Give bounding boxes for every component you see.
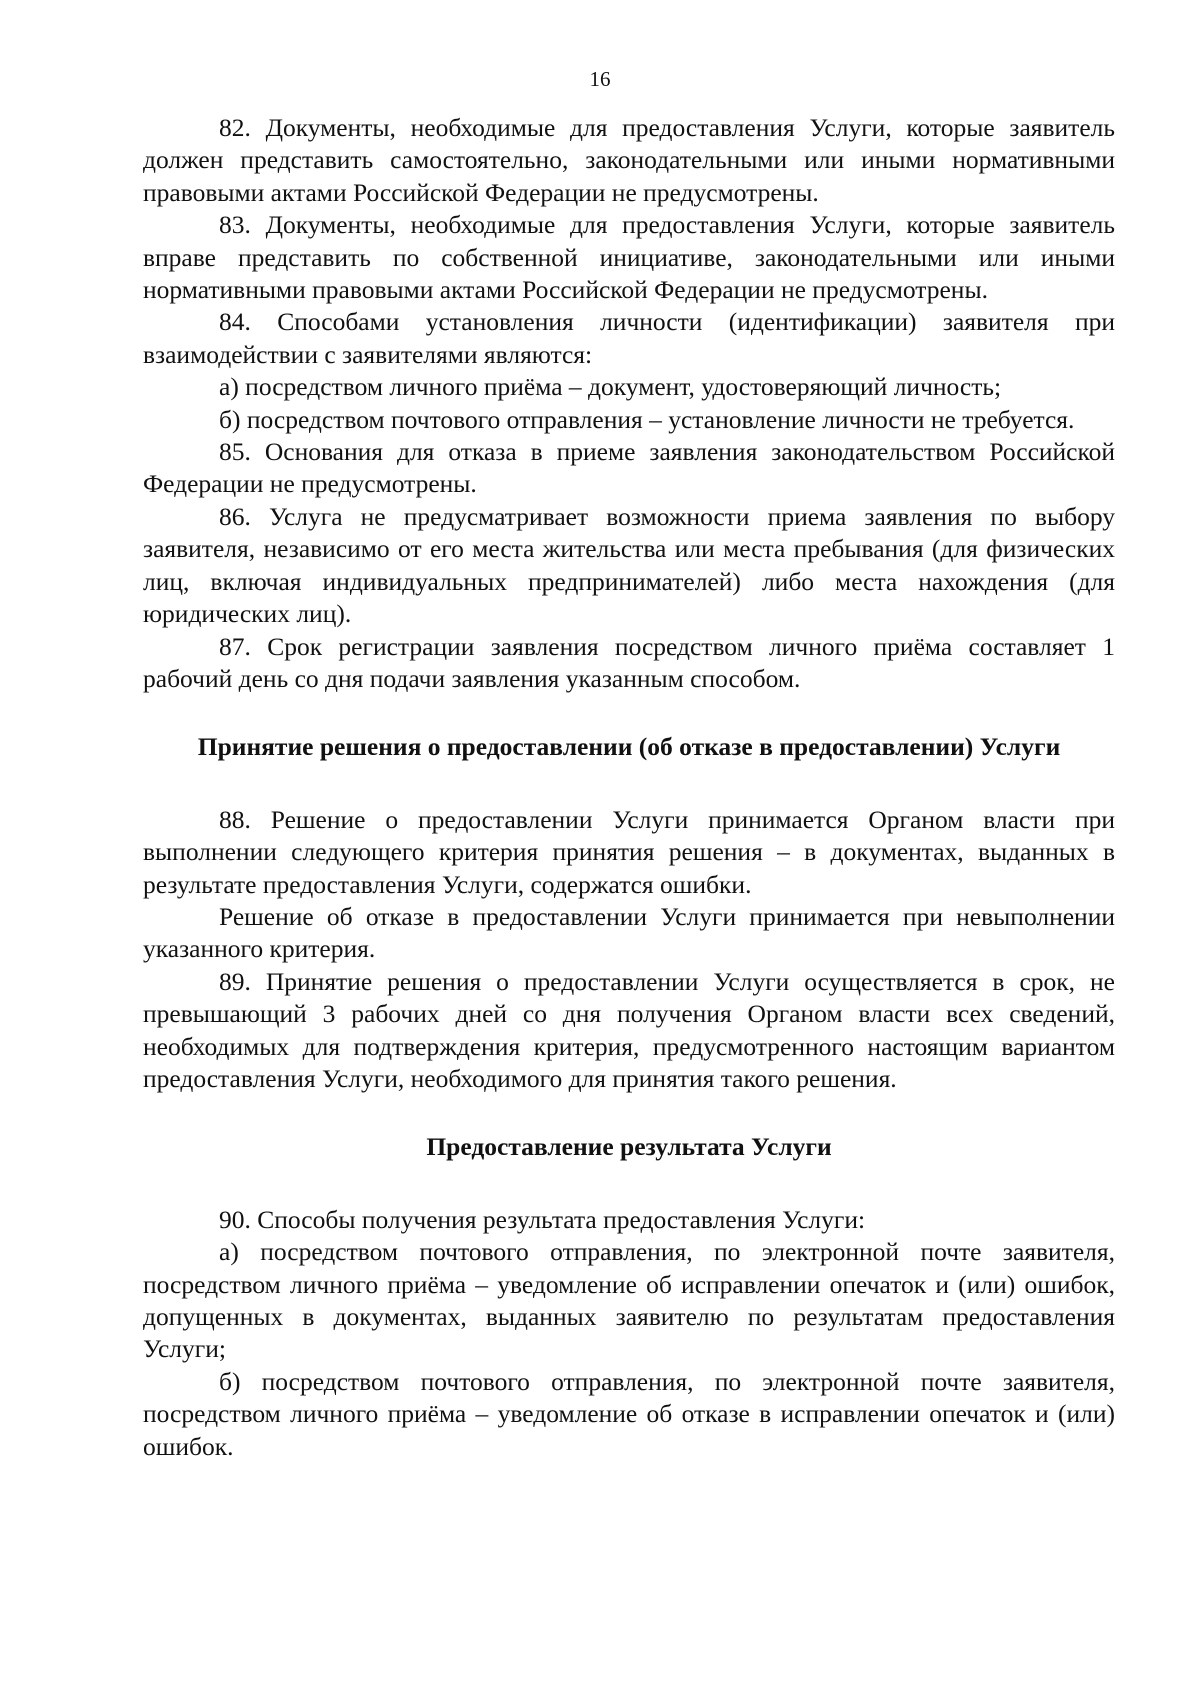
paragraph-83: 83. Документы, необходимые для предоставления Услуги, которые заявитель вправе представить по собственной инициативе, законодательными или иными нормативными правовыми актами Российской Федерации не предусмотрены. bbox=[143, 210, 1115, 305]
paragraph-84-a: а) посредством личного приёма – документ, удостоверяющий личность; bbox=[219, 372, 1002, 402]
document-body bbox=[143, 112, 1115, 1463]
paragraph-86: 86. Услуга не предусматривает возможности приема заявления по выбору заявителя, независимо от его места жительства или места пребывания (для физических лиц, включая индивидуальных предпринимателей) либо места нахождения (для юридических лиц). bbox=[143, 501, 1115, 629]
paragraph-87: 87. Срок регистрации заявления посредством личного приёма составляет 1 рабочий день со дня подачи заявления указанным способом. bbox=[143, 631, 1115, 693]
section-heading-decision: Принятие решения о предоставлении (об отказе в предоставлении) Услуги bbox=[197, 732, 1061, 762]
paragraph-88: 88. Решение о предоставлении Услуги принимается Органом власти при выполнении следующего критерия принятия решения – в документах, выданных в результате предоставления Услуги, содержатся ошибки. bbox=[143, 804, 1115, 899]
paragraph-89: 89. Принятие решения о предоставлении Услуги осуществляется в срок, не превышающий 3 рабочих дней со дня получения Органом власти всех сведений, необходимых для подтверждения критерия, предусмотренного настоящим вариантом предоставления Услуги, необходимого для принятия такого решения. bbox=[143, 966, 1115, 1093]
paragraph-85: 85. Основания для отказа в приеме заявления законодательством Российской Федерации не предусмотрены. bbox=[143, 437, 1115, 499]
paragraph-90: 90. Способы получения результата предоставления Услуги: bbox=[219, 1204, 866, 1234]
paragraph-90-a: а) посредством почтового отправления, по электронной почте заявителя, посредством личного приёма – уведомление об исправлении опечаток и (или) ошибок, допущенных в документах, выданных заявителю по результатам предоставления Услуги; bbox=[143, 1237, 1115, 1364]
paragraph-88-refusal: Решение об отказе в предоставлении Услуги принимается при невыполнении указанного критерия. bbox=[143, 901, 1115, 964]
section-heading-result: Предоставление результата Услуги bbox=[426, 1132, 832, 1162]
paragraph-90-b: б) посредством почтового отправления, по электронной почте заявителя, посредством личного приёма – уведомление об отказе в исправлении опечаток и (или) ошибок. bbox=[143, 1366, 1115, 1461]
paragraph-82: 82. Документы, необходимые для предоставления Услуги, которые заявитель должен представить самостоятельно, законодательными или иными нормативными правовыми актами Российской Федерации не предусмотрены. bbox=[143, 113, 1115, 207]
paragraph-84-b: б) посредством почтового отправления – установление личности не требуется. bbox=[219, 404, 1075, 434]
page-number: 16 bbox=[589, 67, 611, 91]
paragraph-84: 84. Способами установления личности (идентификации) заявителя при взаимодействии с заявителями являются: bbox=[143, 307, 1115, 369]
